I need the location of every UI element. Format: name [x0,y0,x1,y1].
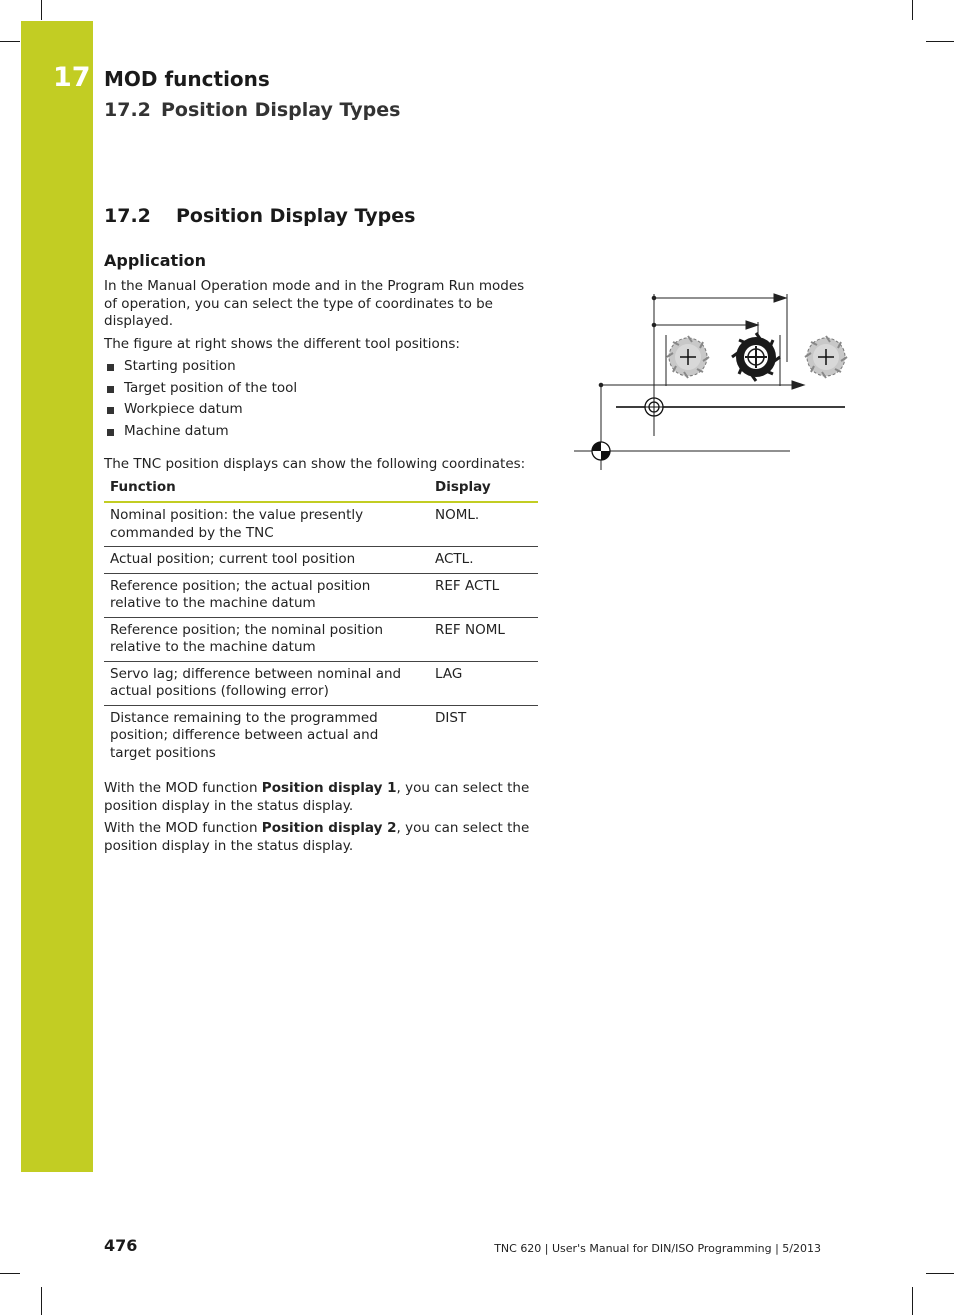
tool-target-position-icon [805,336,847,378]
subheading-application: Application [104,251,207,270]
table-row [104,502,538,547]
footer-text: TNC 620 | User's Manual for DIN/ISO Programming | 5/2013 [494,1242,821,1255]
crop-mark [912,1287,913,1315]
table-intro-paragraph: The TNC position displays can show the following coordinates: [104,455,526,472]
tool-actual-position-icon [732,333,780,381]
crop-mark [926,41,954,42]
table-cell-display: REF NOML [429,617,538,661]
crop-mark [912,0,913,20]
table-cell-function: Reference position; the nominal position relative to the machine datum [104,617,429,661]
dimension-lines [574,294,845,470]
running-header-section-title: Position Display Types [161,99,401,121]
mod-function-name: Position display 1 [261,780,397,797]
machine-datum-icon [592,442,610,460]
crop-mark [926,1273,954,1274]
figure-intro-paragraph: The figure at right shows the different tool positions: [104,335,460,352]
table-row [104,573,538,617]
tool-position-list [104,358,540,445]
table-row [104,547,538,574]
column-header-function: Function [104,479,429,502]
table-cell-display: ACTL. [429,547,538,574]
table-row [104,705,538,766]
crop-mark [0,41,20,42]
table-cell-function: Distance remaining to the programmed position; difference between actual and target positions [110,709,379,761]
position-display-2-paragraph: With the MOD function Position display 2, you can select the position display in the status display. [104,820,530,854]
table-row [104,661,538,705]
running-header-chapter-title: MOD functions [104,67,270,91]
section-title: Position Display Types [176,205,416,227]
table-cell-display: LAG [429,661,538,705]
crop-mark [41,0,42,20]
main-content [104,278,540,860]
table-cell-function: Servo lag; difference between nominal and actual positions (following error) [104,661,429,705]
tool-positions-figure [570,290,855,475]
position-display-1-paragraph: With the MOD function Position display 1, you can select the position display in the status display. [104,780,530,814]
chapter-number: 17 [53,62,91,93]
table-cell-function: Reference position; the actual position relative to the machine datum [104,573,429,617]
column-header-display: Display [429,479,538,502]
list-item: Starting position [104,358,540,380]
tool-starting-position-icon [667,336,709,378]
table-cell-display: DIST [435,709,467,726]
list-item: Workpiece datum [104,401,540,423]
crop-mark [41,1287,42,1315]
running-header-section [104,99,400,121]
list-item: Target position of the tool [104,380,540,402]
table-cell-function: Nominal position: the value presently commanded by the TNC [104,502,429,547]
table-header-row [104,479,538,502]
table-cell-display: REF ACTL [429,573,538,617]
chapter-tab-bar [21,21,93,1172]
workpiece-datum-icon [645,398,663,416]
intro-paragraph: In the Manual Operation mode and in the Program Run modes of operation, you can select the type of coordinates to be displayed. [104,278,525,329]
coordinates-table [104,479,538,766]
list-item: Machine datum [104,423,540,445]
section-number: 17.2 [104,205,151,227]
table-cell-display: NOML. [429,502,538,547]
crop-mark [0,1273,20,1274]
page-number: 476 [104,1236,138,1255]
running-header-section-number: 17.2 [104,99,151,121]
mod-function-name: Position display 2 [261,820,397,837]
section-heading [104,205,415,227]
table-cell-function: Actual position; current tool position [104,547,429,574]
table-row [104,617,538,661]
